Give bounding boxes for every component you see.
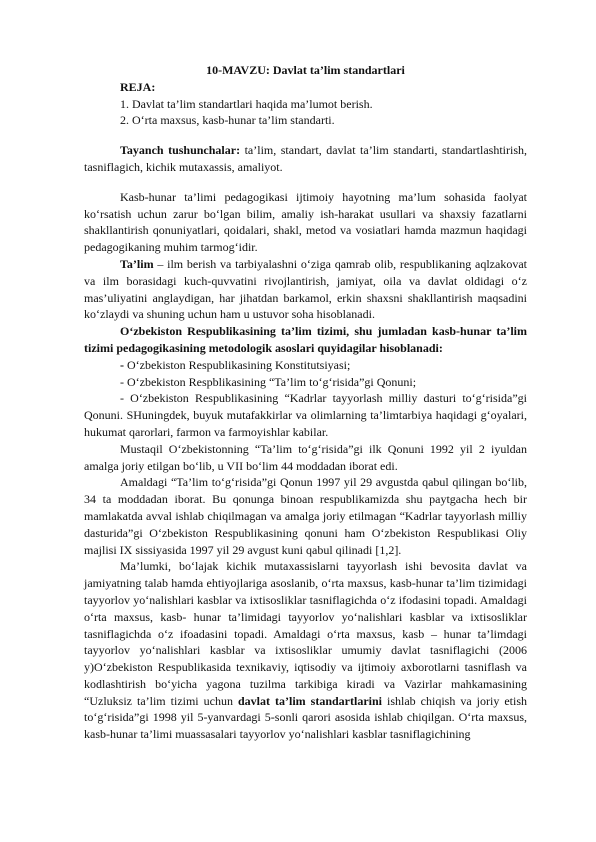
- plan-item-2: 2. O‘rta maxsus, kasb-hunar ta’lim standarti.: [120, 113, 335, 128]
- bold-standards: davlat ta’lim standartlarini: [237, 693, 382, 708]
- plan-heading: REJA:: [120, 79, 156, 94]
- paragraph-specialists: Ma’lumki, bo‘lajak kichik mutaxassislarni tayyorlash ishi bevosita davlat va jamiyatning talab hamda ehtiyojlariga asoslanib, o‘rta maxsus, kasb-hunar ta’lim tizimidagi tayyorlov yo‘nalishlari kasblar va ixtisosliklar tasniflagichda o‘z ifodasini topadi. Amaldagi o‘rta maxsus, kasb- hunar ta’limidagi tayyorlov yo‘nalishlari kasblar va ixtisosliklar tasniflagichda o‘z ifoadasini topadi. Amaldagi o‘rta maxsus, kasb – hunar ta’limdagi tayyorlov yo‘nalishlari kasblar va ixtisosliklar umumiy davlat tasniflagichi (2006 y)O‘zbekiston Respublikasida texnikaviy, iqtisodiy va ijtimoiy axborotlarni tasniflash va kodlashtirish bo‘yicha yagona tuzilma tarkibiga kiradi va Vazirlar mahkamasining “Uzluksiz ta’lim tizimi uchun davlat ta’lim standartlarini ishlab chiqish va joriy etish to‘g‘risida”gi 1998 yil 5-yanvardagi 5-sonli qarori asosida ishlab chiqilgan. O‘rta maxsus, kasb-hunar ta’limi muassasalari tayyorlov yo‘nalishlari kasblar tasniflagichining: [84, 559, 528, 742]
- list-item-education-law: - O‘zbekiston Respblikasining “Ta’lim to‘g‘risida”gi Qonuni;: [120, 374, 417, 389]
- paragraph-methodology-heading: O‘zbekiston Respublikasining ta’lim tizimi, shu jumladan kasb-hunar ta’lim tizimi pedagogikasining metodologik asoslari quyidagilar hisoblanadi:: [84, 324, 527, 355]
- keywords-label: Tayanch tushunchalar:: [120, 143, 241, 158]
- keywords-paragraph: [84, 142, 527, 176]
- paragraph-first-law: Mustaqil O‘zbekistonning “Ta’lim to‘g‘risida”gi ilk Qonuni 1992 yil 2 iyuldan amalga joriy etilgan bo‘lib, u VII bo‘lim 44 moddadan iborat edi.: [84, 441, 527, 473]
- term-talim: Ta’lim: [120, 256, 154, 271]
- paragraph-talim: Ta’lim – ilm berish va tarbiyalashni o‘ziga qamrab olib, respublikaning aqlzakovat va ilm borasidagi kuch-quvvatini rivojlantirish, jamiyat, oila va davlat oldidagi o‘z mas’uliyatini anglaydigan, har jihatdan barkamol, erkin shaxsni shakllantirish maqsadini ko‘zlaydi va shuning uchun ham u ustuvor soha hisoblanadi.: [84, 256, 527, 322]
- page-title: 10-MAVZU: Davlat ta’lim standartlari: [206, 63, 405, 77]
- plan-item-1: 1. Davlat ta’lim standartlari haqida ma’lumot berish.: [120, 96, 373, 111]
- paragraph-current-law: Amaldagi “Ta’lim to‘g‘risida”gi Qonun 1997 yil 29 avgustda qabul qilingan bo‘lib, 34 ta moddadan iborat. Bu qonunga binoan respublikamizda shu paytgacha hech bir mamlakatda avval ishlab chiqilmagan va amalga joriy etilmagan “Kadrlar tayyorlash milliy dasturida”gi O‘zbekiston Respublikasining qonuni ham O‘zbekiston Respublikasi Oliy majlisi IX sissiyasida 1997 yil 29 avgust kuni qabul qilinadi [1,2].: [84, 475, 527, 557]
- list-item-constitution: - O‘zbekiston Respublikasining Konstitutsiyasi;: [120, 357, 351, 372]
- document-page: [84, 62, 527, 743]
- keywords-text: ta’lim, standart, davlat ta’lim standarti, standartlashtirish, tasniflagich, kichik mutaxassis, amaliyot.: [84, 143, 527, 174]
- list-item-cadre-law: - O‘zbekiston Respublikasining “Kadrlar tayyorlash milliy dasturi to‘g‘risida”gi Qonuni. SHuningdek, buyuk mutafakkirlar va olimlarning ta’limtarbiya haqidagi g‘oyalari, hukumat qarorlari, farmon va farmoyishlar kabilar.: [84, 391, 527, 439]
- paragraph-intro: Kasb-hunar ta’limi pedagogikasi ijtimoiy hayotning ma’lum sohasida faolyat ko‘rsatish uchun zarur bo‘lgan bilim, amaliy ish-harakat usullari va shaxsiy fazatlarni shakllantirish qonuniyatlari, qoidalari, shakl, metod va vosiatlari hamda mazmun haqidagi pedagogikaning muhim tarmog‘idir.: [84, 189, 527, 255]
